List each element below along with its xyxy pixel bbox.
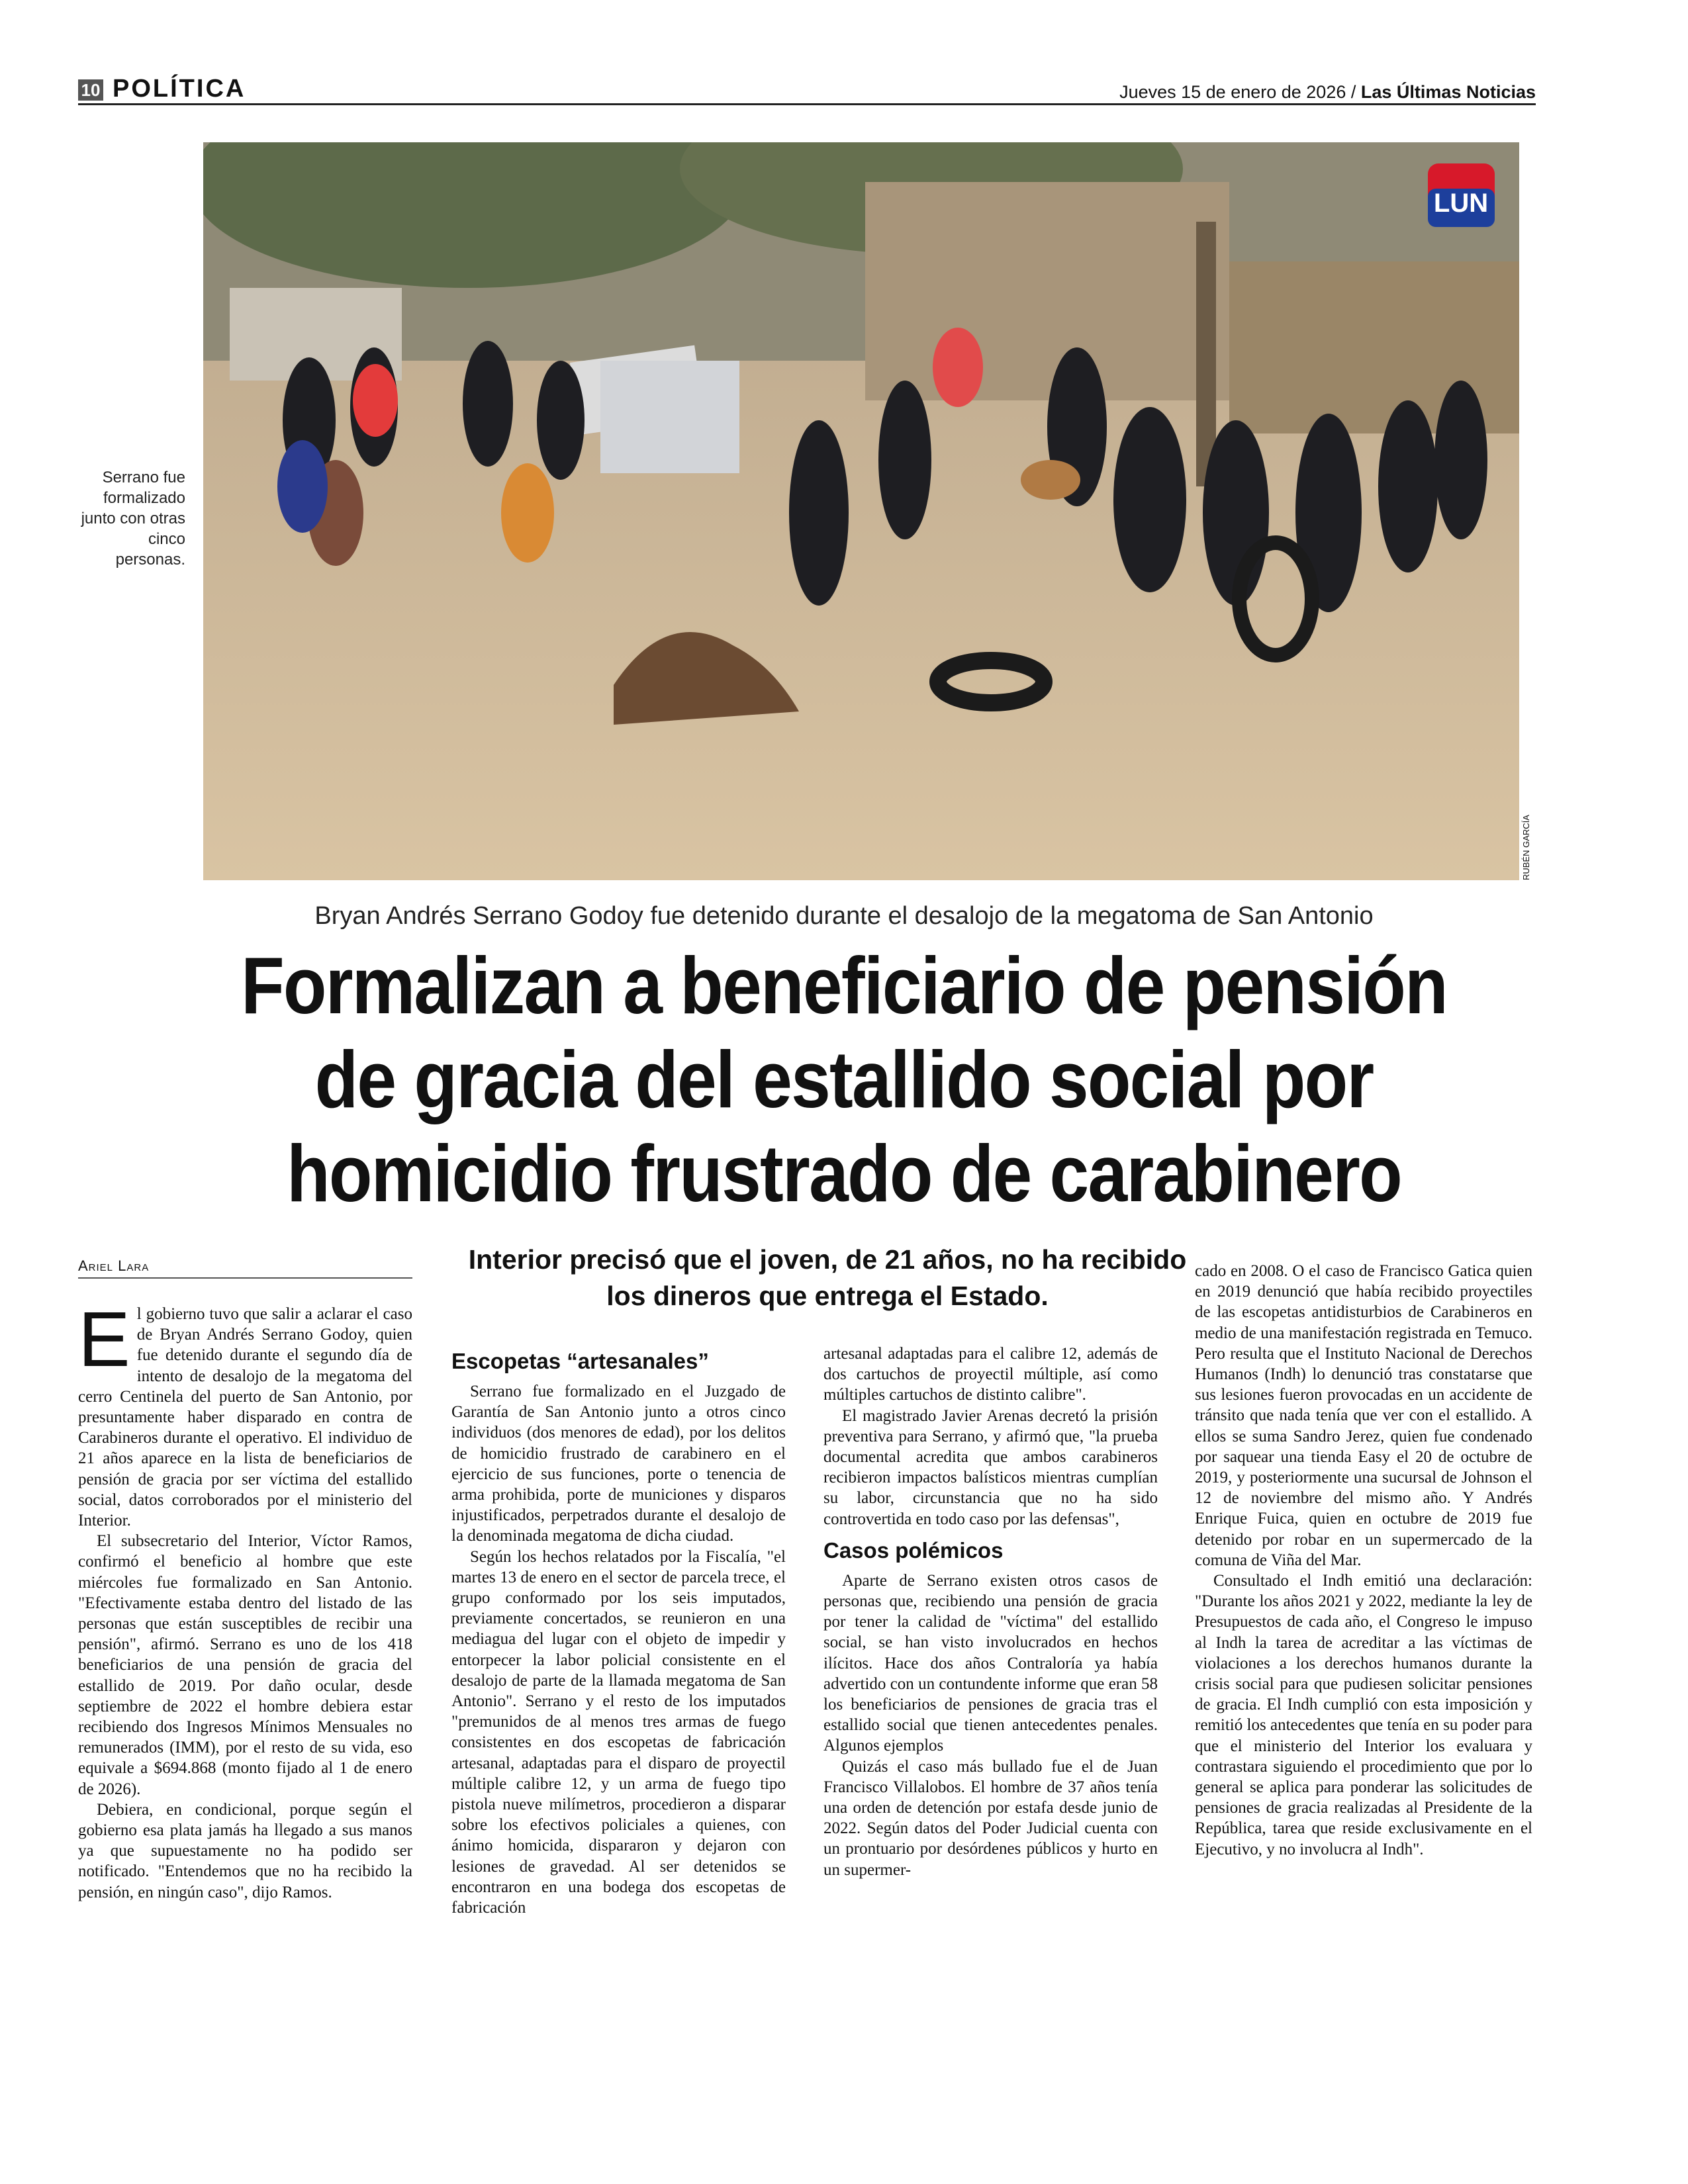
paragraph: Debiera, en condicional, porque según el gobierno esa plata jamás ha llegado a sus manos ya que supuestamente no ha podido ser notificado. "Entendemos que no ha recibido la pensión, en ningún caso", dijo Ramos. — [78, 1800, 412, 1901]
photo-caption: Serrano fue formalizado junto con otras cinco personas. — [81, 469, 185, 569]
lun-logo-graphic — [1427, 162, 1496, 228]
headline-line: de gracia del estallido social por — [314, 1034, 1374, 1124]
article-column-2 — [451, 1340, 786, 1918]
paragraph: artesanal adaptadas para el calibre 12, además de dos cartuchos de proyectil múltiple, así como múltiples cartuchos de distinto calibre". — [823, 1345, 1158, 1404]
section-title: POLÍTICA — [113, 75, 246, 103]
lead-photo — [203, 142, 1519, 880]
article-column-3 — [823, 1343, 1158, 1880]
paragraph: Consultado el Indh emitió una declaración: "Durante los años 2021 y 2022, mediante la ley de Presupuestos de cada año, el Congreso le impuso al Indh la tarea de acreditar a las víctimas de violaciones a los derechos humanos durante la crisis social para que pudiesen solicitar pensiones de gracia. El Indh cumplió con esta imposición y remitió los antecedentes que tenía en su poder para que el ministerio del Interior los evaluara y contrastara siguiendo el procedimiento que por lo general se aplica para ponderar las solicitudes de pensiones de gracia realizadas al Presidente de la República, tarea que reside exclusivamente en el Ejecutivo, y no involucra al Indh". — [1195, 1572, 1532, 1858]
drop-cap: E — [78, 1296, 130, 1383]
photo-scene — [203, 142, 1519, 880]
section-heading: Casos polémicos — [823, 1537, 1004, 1563]
byline-rule — [78, 1277, 412, 1279]
article-column-1 — [78, 1296, 412, 1903]
publication-name: Las Últimas Noticias — [1360, 82, 1536, 102]
paragraph: Serrano fue formalizado en el Juzgado de Garantía de San Antonio junto a otros cinco individuos (dos menores de edad), por los delitos de homicidio frustrado de carabinero en el ejercicio de sus funciones, porte o tenencia de arma prohibida, porte de municiones y disparos injustificados, perpetrados durante el desalojo de la denominada megatoma de dicha ciudad. — [451, 1383, 786, 1545]
section-heading: Escopetas “artesanales” — [451, 1349, 709, 1373]
byline: Ariel Lara — [78, 1257, 150, 1274]
photo-credit-text: RUBÉN GARCÍA — [1521, 815, 1531, 880]
paragraph: Según los hechos relatados por la Fiscalía, "el martes 13 de enero en el sector de parcela trece, el grupo conformado por los seis imputados, previamente concertados, se reunieron en una mediagua del lugar con el objeto de impedir y entorpecer la labor policial consistente en el desalojo de parte de la llamada megatoma de San Antonio". Serrano y el resto de los imputados "premunidos de al menos tres armas de fuego consistentes en dos escopetas de fabricación artesanal, adaptadas para el disparo de proyectil múltiple calibre 12, y un arma de fuego tipo pistola nueve milímetros, procedieron a disparar sobre los efectivos policiales a quienes, con ánimo homicida, dispararon y dejaron con lesiones de gravedad. Al ser detenidos se encontraron en una bodega dos escopetas de fabricación — [451, 1547, 786, 1917]
page-number: 10 — [78, 79, 103, 101]
paragraph — [78, 1296, 412, 1531]
dateline-separator: / — [1350, 82, 1356, 102]
paragraph: Aparte de Serrano existen otros casos de personas que, recibiendo una pensión de gracia por tener la calidad de "víctima" del estallido social, se han visto involucrados en hechos ilícitos. Hace dos años Contraloría ya había advertido con un contundente informe que eran 58 los beneficiarios de pensiones de gracia tras el estallido social que tienen antecedentes penales. Algunos ejemplos — [823, 1571, 1158, 1755]
paragraph: Quizás el caso más bullado fue el de Juan Francisco Villalobos. El hombre de 37 años tenía una orden de detención por estafa desde junio de 2022. Según datos del Poder Judicial cuenta con un prontuario por desórdenes públicos y hurto en un supermer- — [823, 1757, 1158, 1879]
article-headline — [160, 938, 1528, 1220]
header-rule — [78, 103, 1536, 105]
headline-line: Formalizan a beneficiario de pensión — [241, 940, 1447, 1030]
paragraph: El magistrado Javier Arenas decretó la prisión preventiva para Serrano, y afirmó que, "la prueba documental acredita que ambos carabineros recibieron impactos balísticos mientras cumplían su labor, circunstancia que no ha sido controvertida en todo caso por las defensas", — [823, 1406, 1158, 1528]
article-subhead: Interior precisó que el joven, de 21 años, no ha recibido los dineros que entrega el Estado. — [468, 1244, 1187, 1311]
photo-credit — [1521, 794, 1534, 880]
issue-date: Jueves 15 de enero de 2026 — [1119, 82, 1346, 102]
lun-logo — [1427, 162, 1496, 228]
lun-logo-text: LUN — [1433, 189, 1489, 218]
article-column-4 — [1195, 1261, 1532, 1860]
paragraph: cado en 2008. O el caso de Francisco Gatica quien en 2019 denunció que había recibido proyectiles de las escopetas antidisturbios de Carabineros en medio de una manifestación registrada en Temuco. Pero resulta que el Instituto Nacional de Derechos Humanos (Indh) lo denunció tras constatarse que sus lesiones fueron provocadas en un accidente de tránsito que nada tenía que ver con el estallido. A ellos se suma Sandro Jerez, quien fue condenado por saquear una tienda Easy el 20 de octubre de 2019, y posteriormente una sucursal de Johnson el 12 de noviembre del mismo año. Y Andrés Enrique Fuica, quien en octubre de 2019 fue detenido por robar en un supermercado de la comuna de Viña del Mar. — [1195, 1262, 1532, 1569]
headline-line: homicidio frustrado de carabinero — [287, 1128, 1401, 1218]
article-kicker: Bryan Andrés Serrano Godoy fue detenido durante el desalojo de la megatoma de San Antonio — [314, 902, 1374, 930]
paragraph: El subsecretario del Interior, Víctor Ramos, confirmó el beneficio al hombre que este miércoles fue formalizado en San Antonio. "Efectivamente estaba dentro del listado de las personas que están susceptibles de recibir una pensión", afirmó. Serrano es uno de los 418 beneficiarios de una pensión de gracia del estallido de 2019. Por daño ocular, desde septiembre de 2022 el hombre debiera estar recibiendo dos Ingresos Mínimos Mensuales no remunerados (IMM), por el resto de su vida, eso equivale a $694.868 (monto fijado al 1 de enero de 2026). — [78, 1532, 412, 1798]
dateline — [1119, 81, 1536, 103]
paragraph-text: l gobierno tuvo que salir a aclarar el caso de Bryan Andrés Serrano Godoy, quien fue detenido durante el segundo día de intento de desalojo de la megatoma del cerro Centinela del puerto de San Antonio, por presuntamente haber disparado en contra de Carabineros durante el operativo. El individuo de 21 años aparece en la lista de beneficiarios de pensión de gracia por ser víctima del estallido social, datos corroborados por el ministerio del Interior. — [78, 1305, 412, 1530]
